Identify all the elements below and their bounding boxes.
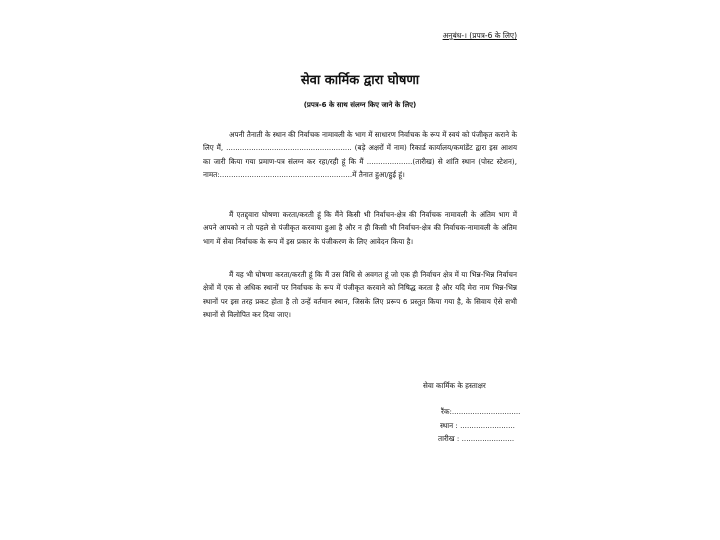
date-field: तारीख : ....................... — [438, 434, 515, 443]
declaration-paragraph-1: अपनी तैनाती के स्थान की निर्वाचक नामावली के भाग में साधारण निर्वाचक के रूप में स्वयं को पंजीकृत कराने के लिए मैं, ....................................................... (बड़े अक्षरों में नाम) रिकार्ड कार्यालय/कमांडेंट द्वारा इस आशय का जारी किया गया प्रमाण-पत्र संलग्न कर रहा/रही हूं कि मैं ....................(तारीख) से शांति स्थान (पोस्ट स्टेशन), नामत:..........................................................में तैनात हुआ/हुई हूं। — [203, 130, 517, 180]
declaration-paragraph-3: मैं यह भी घोषणा करता/करती हूं कि मैं उस विधि से अवगत हूं जो एक ही निर्वाचन क्षेत्र में या भिन्न-भिन्न निर्वाचन क्षेत्रों में एक से अधिक स्थानों पर निर्वाचक के रूप में पंजीकृत करवाने को निषिद्ध करता है और यदि मेरा नाम भिन्न-भिन्न स्थानों पर इस तरह प्रकट होता है तो उन्हें वर्तमान स्थान, जिसके लिए प्ररूप 6 प्रस्तुत किया गया है, के सिवाय ऐसे सभी स्थानों से विलोपित कर दिया जाए। — [203, 270, 517, 320]
page-subtitle: (प्रपत्र-6 के साथ संलग्न किए जाने के लिए) — [303, 101, 417, 109]
annex-label: अनुबंध-। (प्रपत्र-6 के लिए) — [442, 31, 517, 40]
page-title: सेवा कार्मिक द्वारा घोषणा — [300, 73, 420, 88]
signature-heading: सेवा कार्मिक के हस्ताक्षर — [423, 381, 486, 390]
declaration-paragraph-2: मैं एतद्द्वारा घोषणा करता/करती हूं कि मैंने किसी भी निर्वाचन-क्षेत्र की निर्वाचक नामावली के अंतिम भाग में अपने आपको न तो पहले से पंजीकृत करवाया हुआ है और न ही किसी भी निर्वाचन-क्षेत्र की निर्वाचक-नामावली के अंतिम भाग में सेवा निर्वाचक के रूप में इस प्रकार के पंजीकरण के लिए आवेदन किया है। — [203, 210, 517, 246]
place-field: स्थान : ........................ — [440, 421, 515, 430]
rank-field: रैंक:.............................. — [441, 407, 521, 416]
